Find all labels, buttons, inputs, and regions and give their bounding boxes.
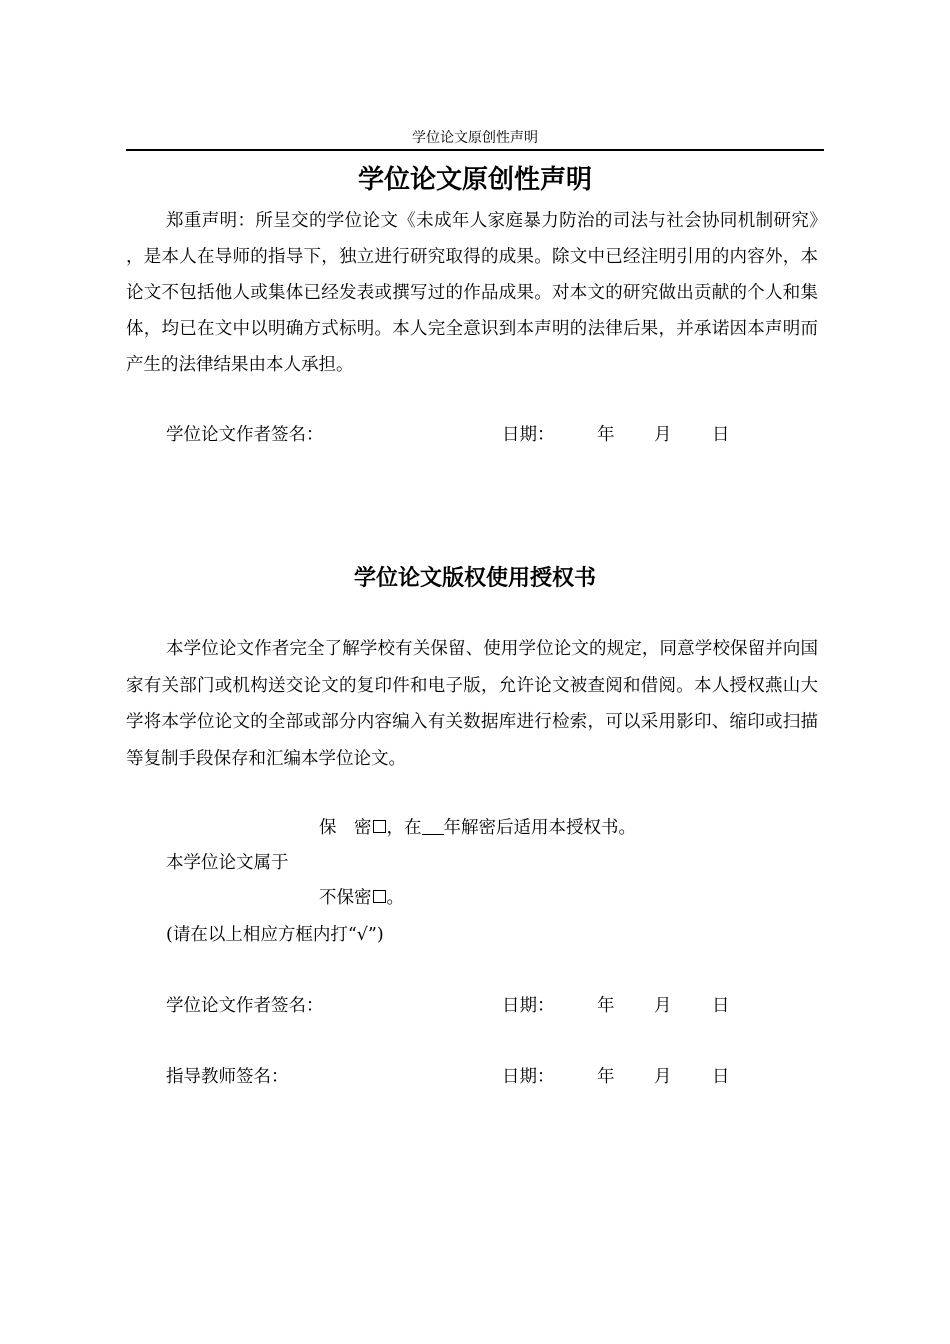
checkbox-instruction: (请在以上相应方框内打“√”) <box>166 925 384 945</box>
authorization-author-month-label: 月 <box>654 996 672 1016</box>
non-secret-option-line <box>319 886 404 910</box>
declaration-month-label: 月 <box>654 425 672 445</box>
secret-option-line <box>319 816 636 840</box>
authorization-title: 学位论文版权使用授权书 <box>353 566 596 591</box>
declaration-year-label: 年 <box>597 425 615 445</box>
secret-option-suffix: 年解密后适用本授权书。 <box>443 818 636 838</box>
secret-option-prefix: 保 密 <box>319 818 372 838</box>
secret-option-mid: ，在 <box>386 818 422 838</box>
advisor-day-label: 日 <box>712 1067 730 1087</box>
non-secret-checkbox[interactable] <box>373 890 386 903</box>
advisor-month-label: 月 <box>654 1067 672 1087</box>
advisor-year-label: 年 <box>597 1067 615 1087</box>
authorization-author-day-label: 日 <box>712 996 730 1016</box>
advisor-signature-label: 指导教师签名： <box>166 1067 289 1087</box>
declaration-day-label: 日 <box>712 425 730 445</box>
header-rule <box>126 149 824 151</box>
authorization-body: 本学位论文作者完全了解学校有关保留、使用学位论文的规定，同意学校保留并向国家有关部门或机构送交论文的复印件和电子版，允许论文被查阅和借阅。本人授权燕山大学将本学位论文的全部或部分内容编入有关数据库进行检索，可以采用影印、缩印或扫描等复制手段保存和汇编本学位论文。 <box>126 639 818 769</box>
belongs-label: 本学位论文属于 <box>166 853 289 873</box>
non-secret-option-label: 不保密 <box>319 888 372 908</box>
non-secret-option-suffix: 。 <box>386 888 404 908</box>
declaration-body: 郑重声明：所呈交的学位论文《未成年人家庭暴力防治的司法与社会协同机制研究》，是本人在导师的指导下，独立进行研究取得的成果。除文中已经注明引用的内容外，本论文不包括他人或集体已经发表或撰写过的作品成果。对本文的研究做出贡献的个人和集体，均已在文中以明确方式标明。本人完全意识到本声明的法律后果，并承诺因本声明而产生的法律结果由本人承担。 <box>126 211 818 375</box>
authorization-author-date-label: 日期： <box>502 996 555 1016</box>
authorization-author-year-label: 年 <box>597 996 615 1016</box>
declaration-author-signature-label: 学位论文作者签名： <box>166 425 324 445</box>
secret-checkbox[interactable] <box>373 820 386 833</box>
secret-years-blank[interactable] <box>422 818 444 835</box>
advisor-date-label: 日期： <box>502 1067 555 1087</box>
declaration-date-label: 日期： <box>502 425 555 445</box>
running-header: 学位论文原创性声明 <box>412 130 538 146</box>
authorization-author-signature-label: 学位论文作者签名： <box>166 996 324 1016</box>
declaration-title: 学位论文原创性声明 <box>357 165 592 195</box>
